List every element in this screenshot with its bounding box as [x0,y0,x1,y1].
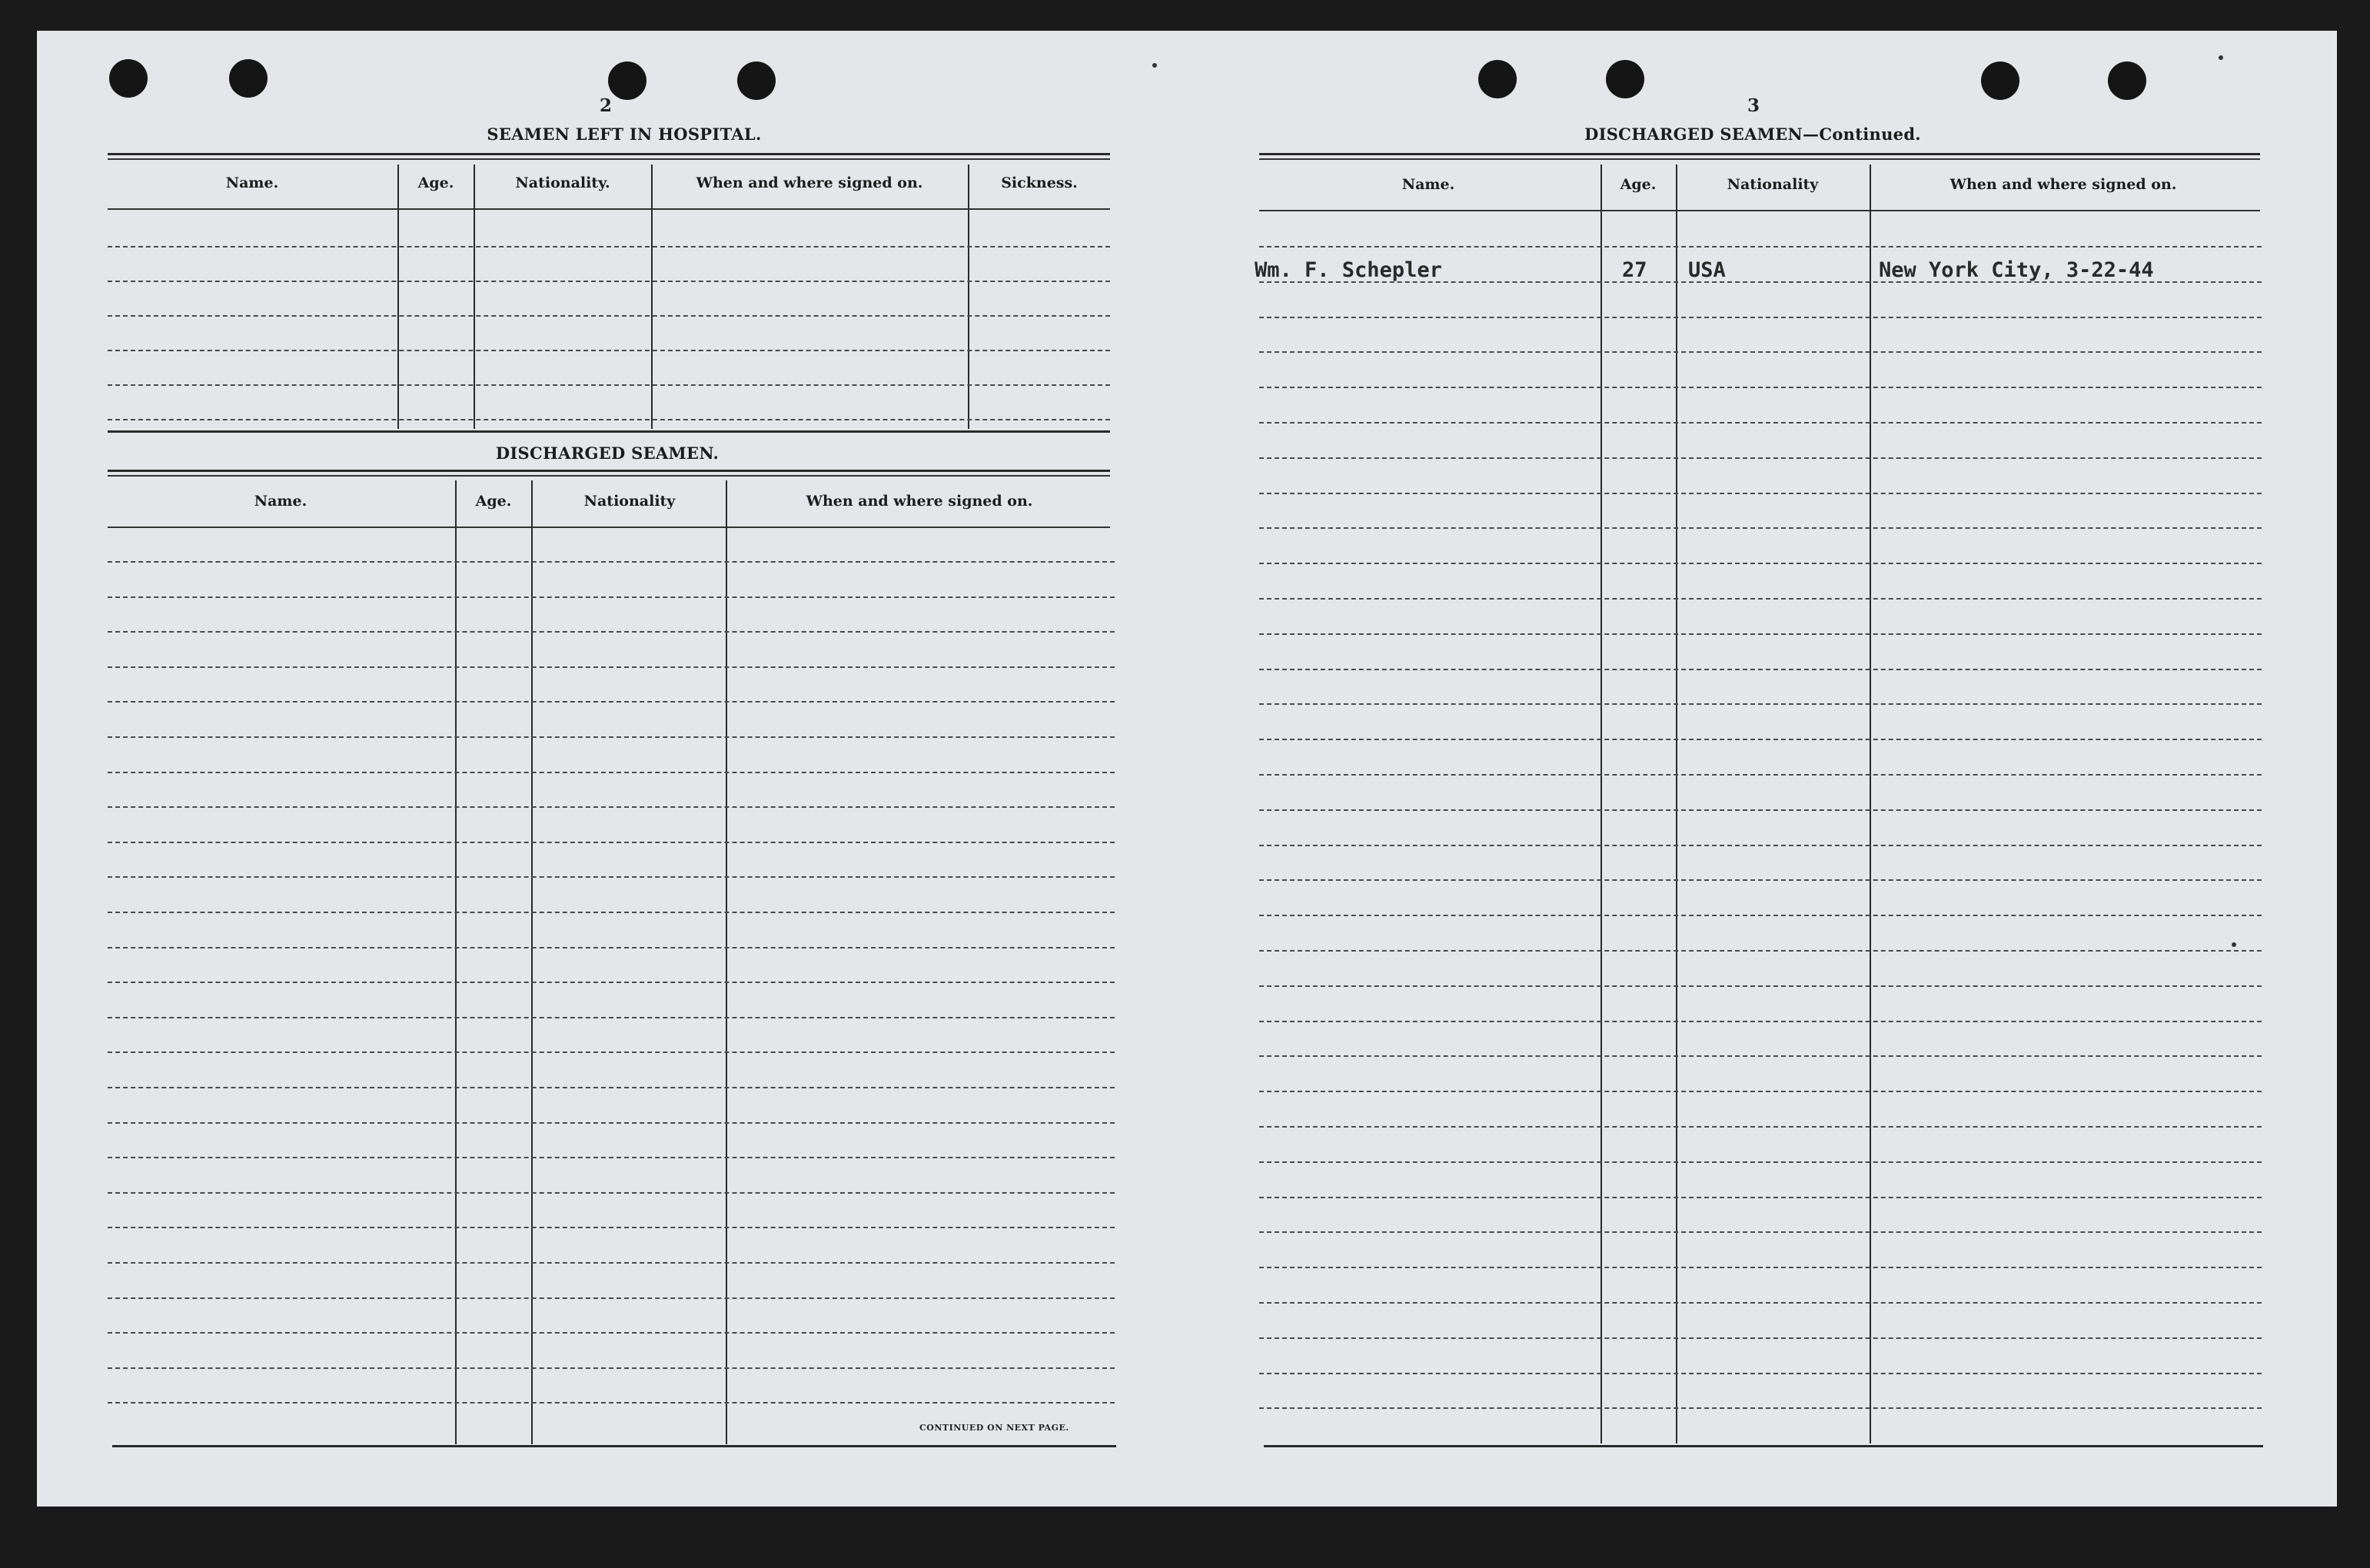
entry-line [108,1297,1115,1299]
column-header-age: Age. [1620,176,1657,193]
entry-line [1259,774,2262,776]
entry-line [108,1332,1115,1334]
entry-line [108,1157,1115,1158]
entry-line [108,842,1115,843]
column-header-nationality: Nationality [1727,176,1819,193]
entry-line [1259,739,2262,740]
entry-line [1259,1231,2262,1233]
entry-line [1259,1161,2262,1163]
column-divider [1870,164,1871,1443]
column-divider [531,480,533,1444]
hospital-section-title: SEAMEN LEFT IN HOSPITAL. [487,125,762,144]
header-underline [1259,210,2260,211]
entry-line [1259,845,2262,846]
entry-line [1259,1407,2262,1409]
entry-line [1259,317,2262,318]
entry-line [108,1087,1115,1088]
entry-line [1259,879,2262,881]
entry-line [108,1367,1115,1369]
punch-hole [1606,60,1644,98]
entry-line [108,631,1115,633]
entry-line [1259,563,2262,564]
section-rule [108,153,1110,155]
entry-line [1259,387,2262,388]
column-header-age: Age. [475,493,512,510]
column-header-sickness: Sickness. [1001,174,1078,191]
section-rule [108,475,1110,477]
discharged-section-title: DISCHARGED SEAMEN. [495,443,720,463]
entry-line [108,384,1110,386]
entry-line [108,806,1115,808]
paper-speck [1152,63,1157,68]
continued-footer: CONTINUED ON NEXT PAGE. [919,1423,1069,1433]
entry-line [108,772,1115,773]
seaman-signed-on: New York City, 3-22-44 [1879,258,2154,282]
entry-line [1259,422,2262,424]
entry-line [108,419,1110,420]
seaman-name: Wm. F. Schepler [1255,258,1442,282]
entry-line [1259,351,2262,353]
paper-speck [2219,55,2223,60]
punch-hole [109,59,148,98]
entry-line [108,912,1115,913]
entry-line [108,1227,1115,1228]
column-divider [1600,164,1602,1443]
entry-line [108,596,1115,598]
entry-line [1259,1302,2262,1304]
seaman-nationality: USA [1688,258,1726,282]
entry-line [1259,950,2262,952]
column-header-name: Name. [254,493,307,510]
column-header-nationality: Nationality. [515,174,610,191]
page-number: 3 [1747,95,1760,116]
entry-line [1259,1373,2262,1374]
punch-hole [1981,61,2019,100]
column-header-signed-on: When and where signed on. [696,174,923,191]
entry-line [1259,1197,2262,1198]
entry-line [108,1051,1115,1053]
section-rule [1259,158,2260,160]
column-header-age: Age. [417,174,454,191]
entry-line [108,281,1110,282]
entry-line [108,982,1115,983]
column-divider [455,480,457,1444]
entry-line [108,1017,1115,1018]
section-rule [108,470,1110,472]
entry-line [1259,598,2262,600]
column-divider [726,480,727,1444]
punch-hole [229,59,268,98]
entry-line [1259,1267,2262,1268]
entry-line [1259,1091,2262,1092]
entry-line [1259,457,2262,459]
entry-line [1259,1021,2262,1022]
column-header-signed-on: When and where signed on. [806,493,1033,510]
page-bottom-rule [112,1445,1116,1447]
entry-line [108,561,1115,563]
entry-line [1259,493,2262,494]
entry-line [108,246,1110,247]
entry-line [1259,1337,2262,1339]
entry-line [1259,246,2262,247]
header-underline [108,527,1110,528]
page-bottom-rule [1264,1445,2263,1447]
entry-line [108,701,1115,703]
entry-line [1259,985,2262,987]
entry-line [108,315,1110,317]
column-divider [474,164,475,429]
entry-line [1259,809,2262,811]
section-rule [1259,153,2260,155]
entry-line [108,666,1115,668]
entry-line [108,1122,1115,1124]
column-divider [1676,164,1677,1443]
column-header-signed-on: When and where signed on. [1950,176,2177,193]
entry-line [1259,633,2262,635]
seaman-age: 27 [1622,258,1647,282]
column-divider [397,164,399,429]
column-header-name: Name. [1401,176,1455,193]
entry-line [108,876,1115,878]
entry-line [108,736,1115,738]
column-header-name: Name. [225,174,279,191]
header-underline [108,208,1110,210]
punch-hole [737,61,776,100]
discharged-continued-title: DISCHARGED SEAMEN—Continued. [1584,125,1921,144]
entry-line [1259,669,2262,670]
paper-speck [2232,942,2236,947]
entry-line [1259,703,2262,705]
section-rule [108,158,1110,160]
entry-line [108,947,1115,948]
entry-line [1259,527,2262,529]
entry-line [108,1262,1115,1264]
column-divider [651,164,653,429]
entry-line [108,350,1110,351]
column-header-nationality: Nationality [583,493,676,510]
punch-hole [1478,60,1517,98]
page-number: 2 [599,95,612,116]
entry-line [1259,1055,2262,1057]
section-rule [108,430,1110,433]
punch-hole [608,61,647,100]
entry-line [108,1192,1115,1194]
entry-line [108,1402,1115,1404]
entry-line [1259,915,2262,916]
punch-hole [2108,61,2146,100]
column-divider [968,164,969,429]
entry-line [1259,1126,2262,1128]
document-sheet [37,31,2337,1507]
